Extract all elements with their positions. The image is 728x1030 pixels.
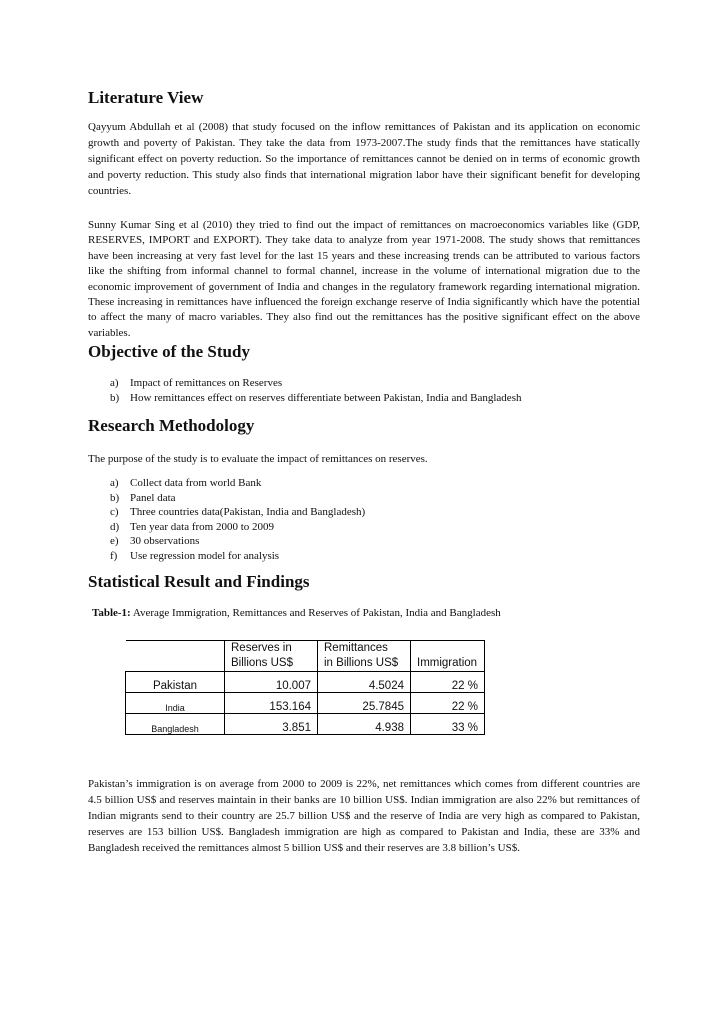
list-text: Panel data	[130, 491, 176, 504]
header-line: Remittances	[324, 642, 388, 654]
list-text: 30 observations	[130, 535, 200, 547]
data-table	[125, 640, 485, 735]
list-marker: a)	[110, 477, 119, 489]
table-cell-country: Pakistan	[126, 672, 225, 693]
list-item	[110, 520, 365, 535]
literature-paragraph-1: Qayyum Abdullah et al (2008) that study focused on the inflow remittances of Pakistan and its application on economic growth and poverty of Pakistan. They take the data from 1973-2007.The study finds that the remittances have statically significant effect on poverty reduction. So the importance of remittances cannot be denied on in terms of economic growth and poverty reduction. This study also finds that international migration labor have their significant benefit for developing countries.	[88, 121, 640, 198]
table-cell-immigration: 33 %	[411, 714, 485, 735]
literature-heading: Literature View	[88, 88, 204, 107]
list-text: How remittances effect on reserves differentiate between Pakistan, India and Bangladesh	[130, 391, 522, 404]
objective-heading: Objective of the Study	[88, 342, 250, 361]
table-cell-reserves: 3.851	[225, 714, 318, 735]
list-marker: a)	[110, 377, 119, 389]
table-cell-reserves: 10.007	[225, 672, 318, 693]
list-item	[110, 491, 365, 506]
list-text: Impact of remittances on Reserves	[130, 377, 283, 389]
list-marker: b)	[110, 491, 120, 504]
list-marker: f)	[110, 549, 118, 562]
results-summary: Pakistan’s immigration is on average from 2000 to 2009 is 22%, net remittances which comes from different countries are 4.5 billion US$ and reserves maintain in their banks are 10 billion US$. Indian immigration are also 22% but remittances of Indian migrants send to their country are 25.7 billion US$ and the reserve of India are very high as compared to Pakistan, reserves are 153 billion US$. Bangladesh immigration are high as compared to Pakistan and India, these are 33% and Bangladesh received the remittances almost 5 billion US$ and their reserves are 3.8 billion’s US$.	[88, 778, 640, 855]
literature-paragraph-2: Sunny Kumar Sing et al (2010) they tried to find out the impact of remittances on macroeconomics variables like (GDP, RESERVES, IMPORT and EXPORT). They take data to analyze from year 1971-2008. The study shows that remittances have been increasing at very fast level for the last 15 years and these increasing trends can be attributed to various factors like the shifting from informal channel to formal channel, increase in the volume of international migration due to the economic improvement of government of India and changes in the regulatory framework regarding international migration. These increasing in remittances have influenced the foreign exchange reserve of India significantly which have the potential to affect the many of macro variables. They also find out the remittances has the positive significant effect on the above variables.	[88, 219, 640, 339]
table-header-cell	[225, 641, 318, 672]
table-header-cell	[318, 641, 411, 672]
methodology-heading: Research Methodology	[88, 416, 255, 435]
header-line: Billions US$	[231, 657, 293, 669]
list-text: Use regression model for analysis	[130, 549, 280, 562]
list-marker: e)	[110, 535, 119, 547]
methodology-list	[110, 476, 365, 563]
table-cell-remittances: 25.7845	[318, 693, 411, 714]
list-text: Collect data from world Bank	[130, 477, 262, 489]
table-row	[126, 714, 485, 735]
list-text: Ten year data from 2000 to 2009	[130, 520, 275, 533]
results-heading: Statistical Result and Findings	[88, 572, 310, 591]
table-cell-remittances: 4.938	[318, 714, 411, 735]
table-row	[126, 672, 485, 693]
table-cell-immigration: 22 %	[411, 693, 485, 714]
methodology-intro: The purpose of the study is to evaluate the impact of remittances on reserves.	[88, 453, 428, 465]
header-line: Reserves in	[231, 642, 292, 654]
list-item	[110, 391, 521, 406]
list-item	[110, 505, 365, 520]
table-header-row	[126, 641, 485, 672]
table-header-cell-empty	[126, 641, 225, 672]
list-text: Three countries data(Pakistan, India and Bangladesh)	[130, 506, 366, 518]
table-cell-country: Bangladesh	[126, 714, 225, 735]
list-marker: c)	[110, 506, 119, 518]
table-caption-label: Table-1:	[92, 607, 131, 619]
list-marker: d)	[110, 520, 120, 533]
objective-list	[110, 376, 521, 405]
table-cell-remittances: 4.5024	[318, 672, 411, 693]
header-line: Immigration	[417, 657, 478, 669]
header-line: in Billions US$	[324, 657, 399, 669]
table-caption	[92, 607, 501, 619]
list-item	[110, 376, 521, 391]
table-cell-country: India	[126, 693, 225, 714]
table-row	[126, 693, 485, 714]
list-item	[110, 476, 365, 491]
table-header-cell	[411, 641, 485, 672]
table-caption-text: Average Immigration, Remittances and Reserves of Pakistan, India and Bangladesh	[130, 607, 501, 619]
list-marker: b)	[110, 391, 120, 404]
list-item	[110, 534, 365, 549]
table-cell-immigration: 22 %	[411, 672, 485, 693]
table-cell-reserves: 153.164	[225, 693, 318, 714]
list-item	[110, 549, 365, 564]
